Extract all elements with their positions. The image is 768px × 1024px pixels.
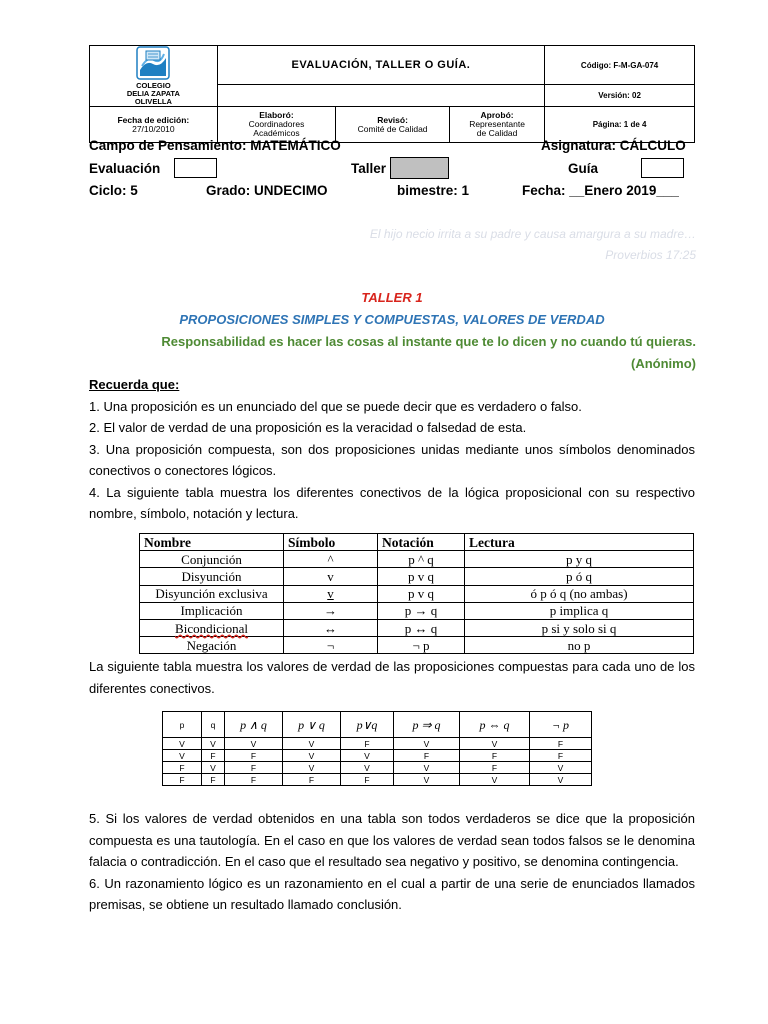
- recuerda-heading: Recuerda que:: [89, 377, 180, 392]
- truth-cell: V: [283, 738, 341, 750]
- truth-header-xor: p∨q: [341, 712, 394, 738]
- point-3: 3. Una proposición compuesta, son dos proposiciones unidas mediante unos símbolos denominados conectivos o conectores lógicos.: [89, 441, 695, 478]
- cell-notacion: p ↔ q: [378, 619, 465, 636]
- reviso-cell: [336, 107, 450, 143]
- table-row: [163, 762, 592, 774]
- truth-header-row: [163, 712, 592, 738]
- truth-cell: V: [202, 738, 225, 750]
- truth-header-implies: p ⇒ q: [394, 712, 460, 738]
- truth-header-iff: p ⇔ q: [460, 712, 530, 738]
- cell-simbolo: v: [284, 568, 378, 585]
- edition-label: Fecha de edición:: [117, 114, 190, 125]
- cell-nombre: Disyunción: [140, 568, 284, 585]
- cell-lectura: p y q: [465, 551, 694, 568]
- point-4: 4. La siguiente tabla muestra los diferentes conectivos de la lógica proposicional con su respectivo nombre, símbolo, notación y lectura.: [89, 484, 695, 521]
- cell-lectura: p implica q: [465, 602, 694, 619]
- table-row: [140, 551, 694, 568]
- point-5: 5. Si los valores de verdad obtenidos en una tabla son todos verdaderos se dice que la proposición compuesta es una tautología. En el caso en que los valores de verdad sean todos falsos se le denomina falacia o contradicción. En el caso que el resultado sea negativo y positivo, se denomina contingencia.: [89, 811, 695, 869]
- table-row: [140, 637, 694, 654]
- evaluacion-label: Evaluación: [89, 161, 161, 176]
- taller-subtitle: PROPOSICIONES SIMPLES Y COMPUESTAS, VALORES DE VERDAD: [179, 312, 605, 327]
- col-header-lectura: Lectura: [465, 534, 694, 551]
- truth-cell: V: [283, 750, 341, 762]
- truth-cell: F: [341, 774, 394, 786]
- document-title: EVALUACIÓN, TALLER O GUÍA.: [217, 46, 544, 85]
- cell-nombre: Implicación: [140, 602, 284, 619]
- taller-checkbox[interactable]: [390, 157, 449, 179]
- connectives-header-row: [140, 534, 694, 551]
- school-name-line2: DELIA ZAPATA: [126, 89, 180, 98]
- reviso-label: Revisó:: [377, 114, 408, 125]
- cell-simbolo: v: [284, 585, 378, 602]
- truth-cell: V: [341, 762, 394, 774]
- truth-cell: F: [394, 750, 460, 762]
- truth-cell: F: [530, 750, 592, 762]
- elaboro-label: Elaboró:: [259, 110, 294, 120]
- truth-cell: F: [163, 762, 202, 774]
- school-logo-icon: [136, 46, 170, 80]
- document-header: [89, 45, 695, 143]
- asignatura: Asignatura: CÁLCULO: [541, 138, 686, 153]
- fecha: Fecha: __Enero 2019___: [522, 183, 679, 198]
- truth-cell: F: [225, 774, 283, 786]
- truth-cell: F: [202, 750, 225, 762]
- cell-simbolo: ^: [284, 551, 378, 568]
- table-row: [140, 585, 694, 602]
- table-row: [140, 568, 694, 585]
- col-header-notacion: Notación: [378, 534, 465, 551]
- cell-nombre: Bicondicional: [140, 619, 284, 636]
- notacion-text: p v q: [408, 586, 434, 602]
- point-6: 6. Un razonamiento lógico es un razonamiento en el cual a partir de una serie de enunciados llamados premisas, se obtiene un resultado llamado conclusión.: [89, 875, 695, 912]
- truth-cell: F: [460, 762, 530, 774]
- cell-simbolo: ↔: [284, 619, 378, 636]
- table-row: [163, 738, 592, 750]
- cell-notacion: ¬ p: [378, 637, 465, 654]
- cell-nombre: Disyunción exclusiva: [140, 585, 284, 602]
- cell-notacion: [378, 585, 465, 602]
- cell-lectura: no p: [465, 637, 694, 654]
- campo-pensamiento: Campo de Pensamiento: MATEMÁTICO: [89, 138, 341, 153]
- truth-header-and: p ∧ q: [225, 712, 283, 738]
- closing-section: [89, 808, 695, 916]
- col-header-nombre: Nombre: [140, 534, 284, 551]
- truth-cell: V: [460, 738, 530, 750]
- title-spacer: [217, 85, 544, 107]
- reviso-value: Comité de Calidad: [357, 123, 428, 134]
- truth-cell: F: [202, 774, 225, 786]
- truth-cell: V: [163, 738, 202, 750]
- ciclo: Ciclo: 5: [89, 183, 138, 198]
- bible-quote-reference: Proverbios 17:25: [605, 248, 696, 262]
- truth-header-or: p ∨ q: [283, 712, 341, 738]
- point-2: 2. El valor de verdad de una proposición es la veracidad o falsedad de esta.: [89, 420, 527, 435]
- truth-cell: F: [460, 750, 530, 762]
- aprobo-line2: de Calidad: [476, 128, 518, 138]
- elaboro-line1: Coordinadores: [248, 119, 305, 129]
- cell-nombre: Negación: [140, 637, 284, 654]
- truth-cell: F: [283, 774, 341, 786]
- cell-notacion: p → q: [378, 602, 465, 619]
- truth-cell: F: [341, 738, 394, 750]
- school-name-line1: COLEGIO: [136, 81, 171, 90]
- truth-cell: V: [530, 762, 592, 774]
- document-code: Código: F-M-GA-074: [545, 46, 695, 85]
- school-name-line3: OLIVELLA: [134, 97, 172, 106]
- cell-simbolo: ¬: [284, 637, 378, 654]
- truth-cell: F: [225, 750, 283, 762]
- cell-lectura: ó p ó q (no ambas): [465, 585, 694, 602]
- table-row: [140, 619, 694, 636]
- table-row: [163, 774, 592, 786]
- truth-cell: V: [225, 738, 283, 750]
- truth-cell: V: [460, 774, 530, 786]
- bible-quote: El hijo necio irrita a su padre y causa amargura a su madre…: [369, 227, 696, 241]
- document-version: Versión: 02: [545, 85, 695, 107]
- guia-label: Guía: [568, 161, 599, 176]
- connectives-table: [139, 533, 694, 654]
- cell-nombre: Conjunción: [140, 551, 284, 568]
- table-row: [163, 750, 592, 762]
- truth-header-not: ¬ p: [530, 712, 592, 738]
- recuerda-section: [89, 374, 695, 525]
- elaboro-line2: Académicos: [253, 128, 300, 138]
- truth-cell: F: [163, 774, 202, 786]
- cell-notacion: p v q: [378, 568, 465, 585]
- page-number: Página: 1 de 4: [545, 107, 695, 143]
- truth-table: [162, 711, 592, 786]
- cell-notacion: p ^ q: [378, 551, 465, 568]
- truth-cell: V: [163, 750, 202, 762]
- truth-cell: F: [530, 738, 592, 750]
- cell-simbolo: →: [284, 602, 378, 619]
- truth-cell: V: [394, 774, 460, 786]
- truth-cell: V: [530, 774, 592, 786]
- guia-checkbox[interactable]: [641, 158, 684, 178]
- cell-lectura: p ó q: [465, 568, 694, 585]
- truth-cell: V: [394, 762, 460, 774]
- table-row: [140, 602, 694, 619]
- evaluacion-checkbox[interactable]: [174, 158, 217, 178]
- taller-label: Taller: [351, 161, 387, 176]
- edition-date: 27/10/2010: [132, 123, 175, 134]
- truth-cell: V: [341, 750, 394, 762]
- aprobo-label: Aprobó:: [480, 110, 514, 120]
- point-1: 1. Una proposición es un enunciado del que se puede decir que es verdadero o falso.: [89, 398, 582, 414]
- grado: Grado: UNDECIMO: [206, 183, 328, 198]
- col-header-simbolo: Símbolo: [284, 534, 378, 551]
- aprobo-line1: Representante: [469, 119, 525, 129]
- truth-cell: F: [225, 762, 283, 774]
- truth-cell: V: [202, 762, 225, 774]
- truth-table-intro: La siguiente tabla muestra los valores de verdad de las proposiciones compuestas para cada uno de los diferentes conectivos.: [89, 659, 695, 696]
- school-logo-cell: [90, 46, 218, 107]
- truth-header-p: p: [163, 712, 202, 738]
- truth-cell: V: [283, 762, 341, 774]
- truth-cell: V: [394, 738, 460, 750]
- taller-title: TALLER 1: [361, 290, 423, 305]
- responsibility-author: (Anónimo): [631, 356, 696, 371]
- bimestre: bimestre: 1: [397, 183, 470, 198]
- truth-header-q: q: [202, 712, 225, 738]
- cell-lectura: p si y solo si q: [465, 619, 694, 636]
- aprobo-cell: [449, 107, 544, 143]
- responsibility-quote: Responsabilidad es hacer las cosas al instante que te lo dicen y no cuando tú quieras.: [161, 334, 696, 349]
